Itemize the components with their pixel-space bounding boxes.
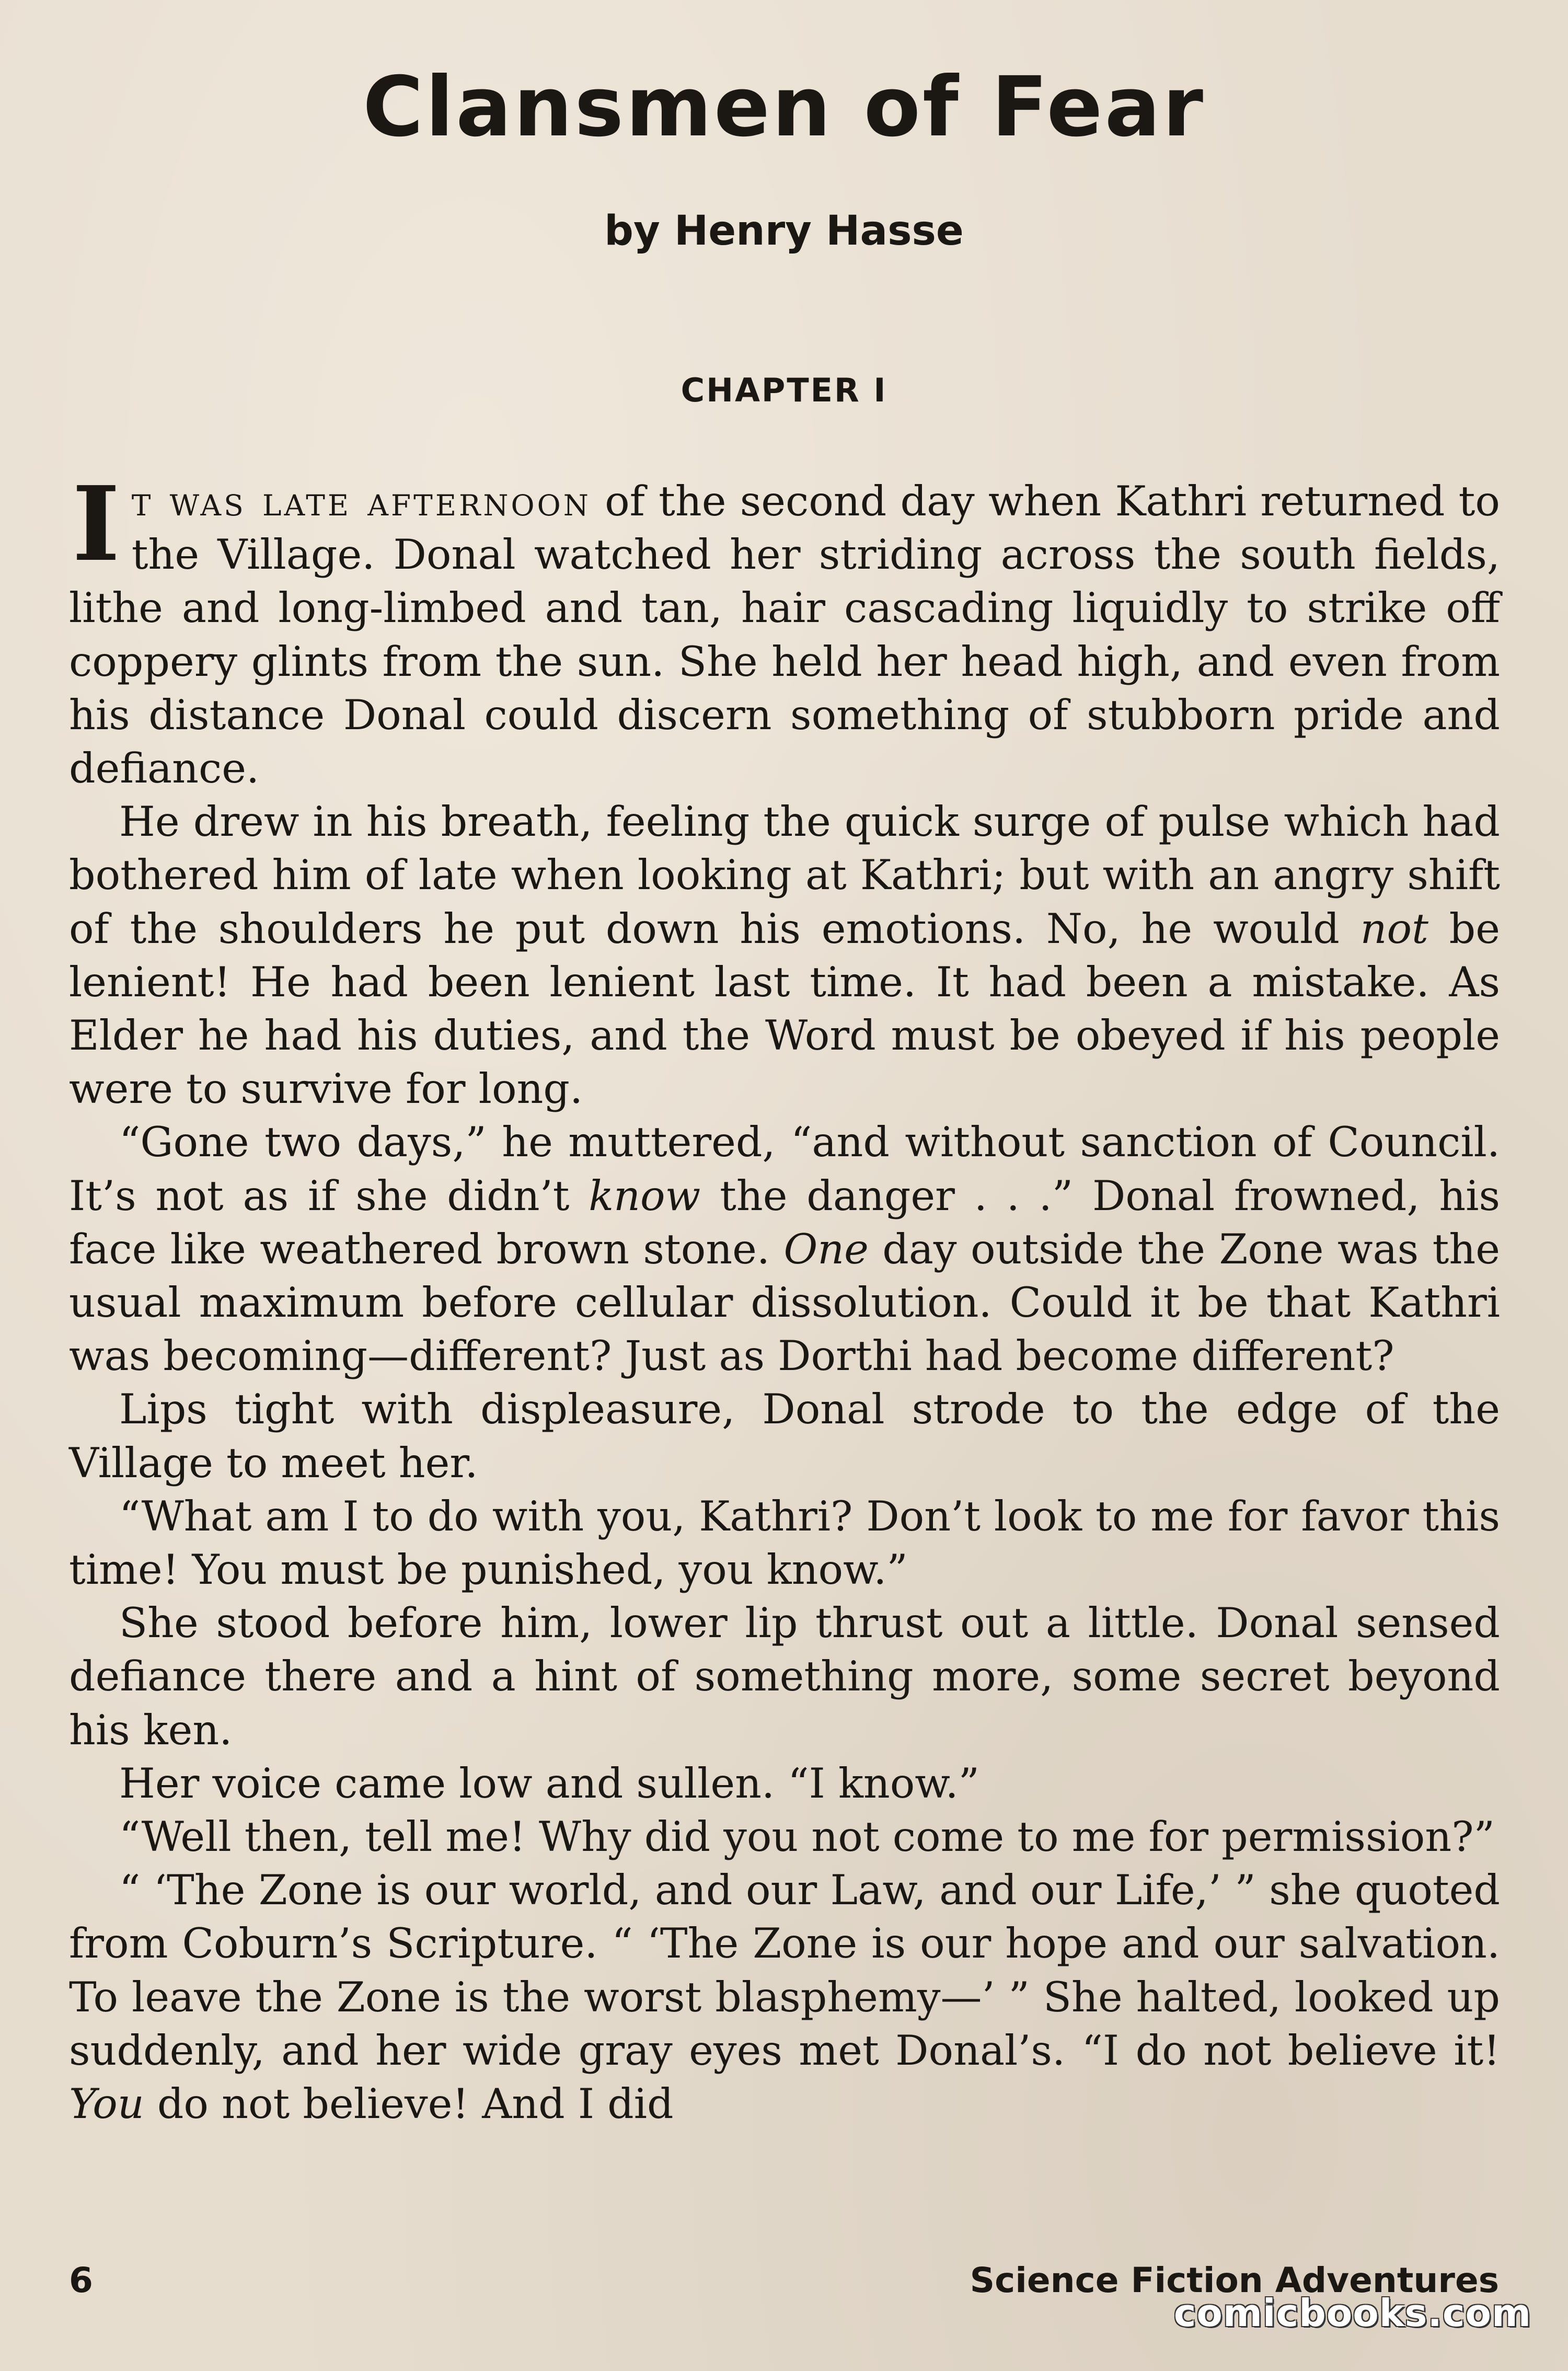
paragraph-text: He drew in his breath, feeling the quick surge of pulse which had bothered him of late when looking at Kathri; but with an angry shift of the shoulders he put down his emotions. No, he would bbox=[69, 798, 1500, 953]
paragraph-3 bbox=[69, 1115, 1500, 1383]
small-caps-opening: t was late afternoon bbox=[131, 477, 591, 525]
paragraph-8: “Well then, tell me! Why did you not come to me for permission?” bbox=[119, 1813, 1495, 1861]
emphasis-text: One bbox=[783, 1225, 869, 1273]
story-body bbox=[69, 464, 1501, 2131]
paragraph-text: do not believe! And I did bbox=[144, 2080, 674, 2128]
page-number: 6 bbox=[69, 2260, 93, 2300]
paragraph-4: Lips tight with displeasure, Donal strode to the edge of the Village to meet her. bbox=[69, 1385, 1500, 1487]
paragraph-9 bbox=[69, 1863, 1500, 2131]
paragraph-5: “What am I to do with you, Kathri? Don’t look to me for favor this time! You must be punished, you know.” bbox=[69, 1492, 1500, 1594]
paragraph-text: of the second day when Kathri returned to the Village. Donal watched her striding across the south fields, lithe and long-limbed and tan, hair cascading liquidly to strike off coppery glints from the sun. She held her head high, and even from his distance Donal could discern something of stubborn pride and defiance. bbox=[69, 477, 1500, 793]
site-watermark: comicbooks.com bbox=[1173, 2291, 1531, 2335]
paragraph-6: She stood before him, lower lip thrust out a little. Donal sensed defiance there and a hint of something more, some secret beyond his ken. bbox=[69, 1599, 1500, 1754]
story-title: Clansmen of Fear bbox=[362, 59, 1206, 155]
paragraph-text: day outside the Zone was the usual maximum before cellular dissolution. Could it be that Kathri was becoming—different? Just as Dorthi had become different? bbox=[69, 1225, 1500, 1380]
magazine-name: Science Fiction Adventures bbox=[970, 2260, 1499, 2300]
emphasis-text: not bbox=[1360, 904, 1428, 953]
chapter-heading: CHAPTER I bbox=[681, 371, 887, 409]
paragraph-text: “ ‘The Zone is our world, and our Law, and our Life,’ ” she quoted from Coburn’s Scripture. “ ‘The Zone is our hope and our salvation. To leave the Zone is the worst blasphemy—’ ” She halted, looked up suddenly, and her wide gray eyes met Donal’s. “I do not believe it! bbox=[69, 1866, 1500, 2075]
emphasis-text: You bbox=[69, 2080, 144, 2128]
drop-cap: I bbox=[72, 464, 120, 584]
paragraph-2 bbox=[69, 795, 1500, 1115]
paragraph-7: Her voice came low and sullen. “I know.” bbox=[119, 1759, 980, 1808]
emphasis-text: know bbox=[589, 1171, 701, 1220]
paragraph-text: be lenient! He had been lenient last time. It had been a mistake. As Elder he had his duties, and the Word must be obeyed if his people were to survive for long. bbox=[69, 904, 1500, 1113]
paragraph-1 bbox=[69, 464, 1500, 795]
paragraph-text: “Gone two days,” he muttered, “and without sanction of Council. It’s not as if she didn’t bbox=[69, 1118, 1500, 1220]
paragraph-text: the danger . . .” Donal frowned, his face like weathered brown stone. bbox=[69, 1171, 1501, 1273]
author-byline: by Henry Hasse bbox=[604, 208, 964, 255]
